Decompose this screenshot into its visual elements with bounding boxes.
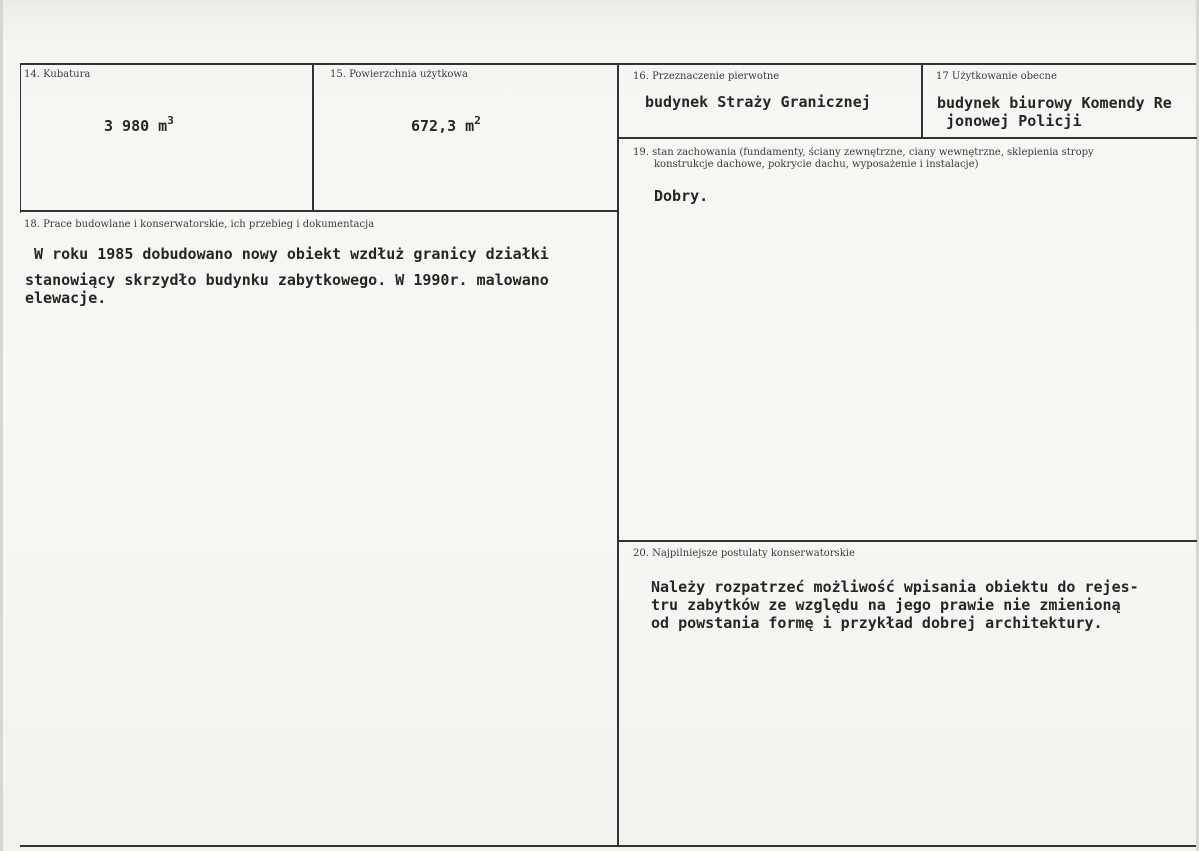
field-14-value — [104, 114, 174, 135]
field-20-value-line-3: od powstania formę i przykład dobrej architektury. — [651, 614, 1103, 632]
field-16-label: 16. Przeznaczenie pierwotne — [633, 71, 780, 82]
divider-14-15 — [312, 63, 314, 212]
field-20-label: 20. Najpilniejsze postulaty konserwatorskie — [633, 548, 855, 559]
powierzchnia-text: 672,3 m — [411, 117, 475, 135]
field-18-value-line-2: stanowiący skrzydło budynku zabytkowego. W 1990r. malowano — [25, 271, 549, 289]
field-19-value: Dobry. — [654, 187, 709, 205]
powierzchnia-unit-exponent: 2 — [474, 114, 481, 127]
row1-bottom-line-left — [20, 210, 618, 212]
field-17-value-line-1: budynek biurowy Komendy Re — [937, 94, 1172, 112]
bottom-border-line — [20, 845, 1196, 847]
field-14-label: 14. Kubatura — [24, 69, 91, 80]
row1-bottom-line-right — [619, 137, 1197, 139]
field-20-value-line-2: tru zabytków ze względu na jego prawie nie zmienioną — [651, 596, 1121, 614]
kubatura-unit-exponent: 3 — [167, 114, 174, 127]
field-18-value-line-3: elewacje. — [25, 289, 107, 307]
field-18-value-line-1: W roku 1985 dobudowano nowy obiekt wzdłuż granicy działki — [25, 245, 549, 263]
kubatura-text: 3 980 m — [104, 117, 168, 135]
field-16-value: budynek Straży Granicznej — [645, 93, 871, 111]
field-17-value-line-2: jonowej Policji — [937, 112, 1082, 130]
page-edge-left — [0, 0, 3, 851]
field-15-label: 15. Powierzchnia użytkowa — [330, 69, 468, 80]
left-border-line — [20, 63, 21, 213]
field-20-value-line-1: Należy rozpatrzeć możliwość wpisania obiektu do rejes- — [651, 578, 1139, 596]
field-15-value — [411, 114, 481, 135]
field-19-label-line-2: konstrukcje dachowe, pokrycie dachu, wyposażenie i instalacje) — [654, 159, 979, 170]
divider-16-17 — [921, 63, 923, 138]
field-18-label: 18. Prace budowlane i konserwatorskie, ich przebieg i dokumentacja — [24, 219, 375, 230]
field-17-label: 17 Użytkowanie obecne — [936, 71, 1057, 82]
center-divider — [617, 63, 619, 847]
top-border-line — [20, 63, 1196, 65]
field-19-label-line-1: 19. stan zachowania (fundamenty, ściany zewnętrzne, ciany wewnętrzne, sklepienia stropy — [633, 147, 1094, 158]
field20-top-line — [619, 540, 1197, 542]
